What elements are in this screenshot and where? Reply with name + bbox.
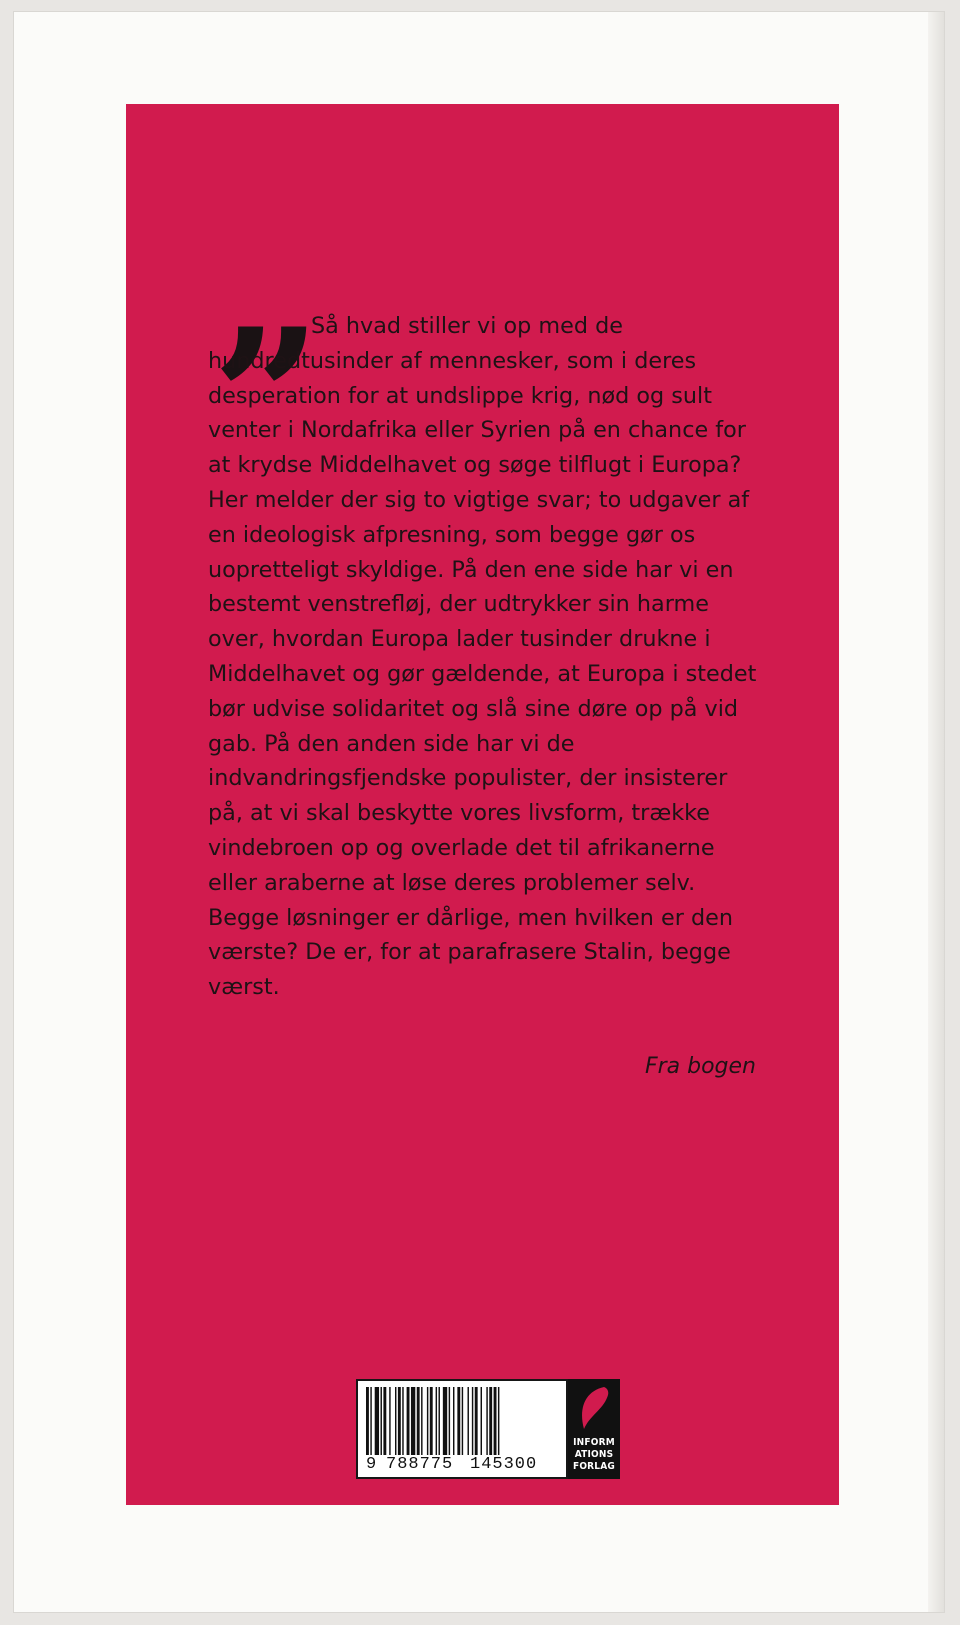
barcode-digits-right: 145300: [470, 1455, 538, 1474]
barcode-digits: [358, 1379, 566, 1474]
publisher-name: [568, 1437, 620, 1473]
book-back-cover: [14, 12, 944, 1612]
publisher-logo: [568, 1379, 620, 1479]
barcode-digit-first: 9: [366, 1455, 377, 1474]
quote-attribution: Fra bogen: [644, 1054, 756, 1079]
cover-edge: [928, 12, 944, 1612]
publisher-name-line-1: INFORM: [573, 1437, 615, 1448]
leaf-icon: [574, 1385, 614, 1433]
publisher-name-line-2: ATIONS: [574, 1449, 614, 1460]
isbn-barcode: [356, 1379, 568, 1479]
barcode-digits-left: 788775: [386, 1455, 454, 1474]
quotation-mark-icon: ”: [212, 287, 304, 510]
quote-panel: [126, 104, 839, 1505]
publisher-name-line-3: FORLAG: [572, 1461, 615, 1472]
quote-text: Så hvad stiller vi op med de hundredtusinder af mennesker, som i deres desperation for at undslippe krig, nød og sult venter i Nordafrika eller Syrien på en chance for at krydse Middelhavet og søge tilflugt i Europa? Her melder der sig to vigtige svar; to udgaver af en ideologisk afpresning, som begge gør os uopretteligt skyldige. På den ene side har vi en bestemt venstrefløj, der udtrykker sin harme over, hvordan Europa lader tusinder drukne i Middelhavet og gør gældende, at Europa i stedet bør udvise solidaritet og slå sine døre op på vid gab. På den anden side har vi de indvandringsfjendske populister, der insisterer på, at vi skal beskytte vores livsform, trække vindebroen op og overlade det til afrikanerne eller araberne at løse deres problemer selv. Begge løsninger er dårlige, men hvilken er den værste? De er, for at parafrasere Stalin, begge værst.: [208, 313, 757, 1001]
